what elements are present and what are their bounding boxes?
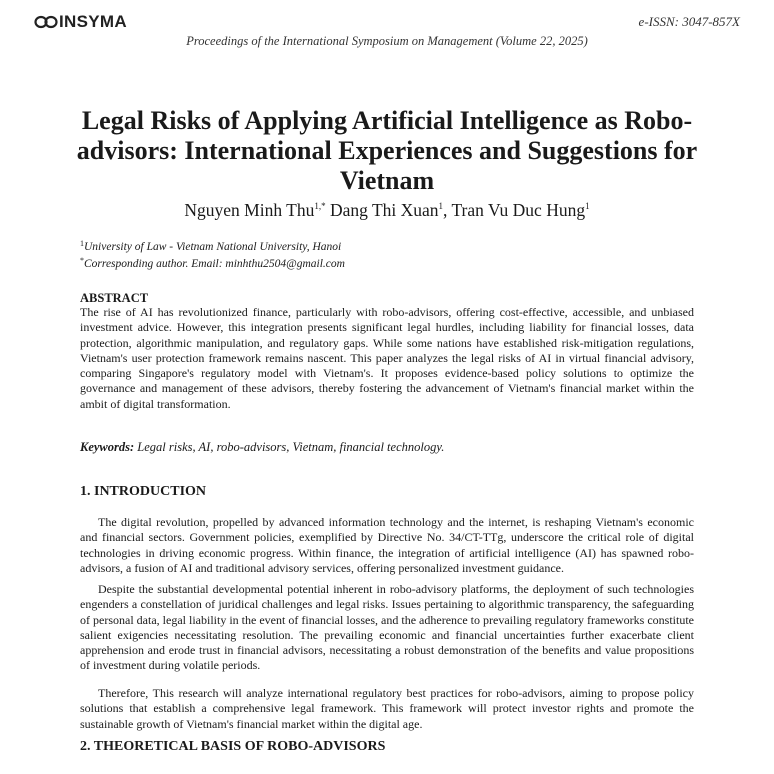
author-affiliation-mark: 1 (585, 201, 590, 211)
author-name: Dang Thi Xuan (329, 200, 439, 220)
author-affiliation-mark: 1 (438, 201, 444, 211)
keywords-label: Keywords: (80, 440, 135, 454)
abstract-heading: ABSTRACT (80, 291, 149, 305)
body-paragraph: Despite the substantial developmental potential inherent in robo-advisory platforms, the deployment of such technologies engenders a constellation of juridical challenges and legal risks. Issues pertaining to algorithmic transparency, the safeguarding of personal data, legal liability in the event of financial losses, and the adherence to prevailing regulatory frameworks constitute salient exigencies necessitating resolution. The prevailing economic and financial uncertainties further exacerbate client apprehension and erode trust in financial advisors, necessitating a robust demonstration of the benefits and value propositions of investment during volatile periods. (80, 582, 694, 673)
corresponding-author (80, 256, 345, 270)
author-list: Nguyen Minh Thu$^{1,*}$ Dang Thi Xuan$^1$, Tran Vu Duc Hung$^1$ (184, 200, 590, 220)
logo-text: INSYMA (59, 12, 127, 31)
body-paragraph: Therefore, This research will analyze international regulatory best practices for robo-advisors, aiming to propose policy solutions that establish a comprehensive legal framework. This framework will protect investor rights and promote the sustainable growth of Vietnam's financial market within the digital age. (80, 686, 694, 731)
abstract-body: The rise of AI has revolutionized finance, particularly with robo-advisors, offering cost-effective, accessible, and unbiased investment advice. However, this integration presents significant legal hurdles, including liability for financial losses, data protection, algorithmic manipulation, and regulatory gaps. While some nations have established risk-mitigation regulations, Vietnam's user protection framework remains nascent. This paper analyzes the legal risks of AI in virtual financial advisory, comparing Singapore's regulatory model with Vietnam's. It proposes evidence-based policy solutions to optimize the governance and management of these advisors, thereby fostering the advancement of Vietnam's financial market within the ambit of digital transformation. (80, 305, 694, 411)
body-paragraph: The digital revolution, propelled by advanced information technology and the internet, is reshaping Vietnam's economic and financial sectors. Government policies, exemplified by Directive No. 34/CT-TTg, underscore the critical role of digital technologies in driving economic progress. Within finance, the integration of artificial intelligence (AI) has spawned robo-advisors, a fusion of AI and traditional advisory services, offering personalized investment guidance. (80, 515, 694, 575)
author-name: Nguyen Minh Thu (184, 200, 315, 220)
author-name: Tran Vu Duc Hung (451, 200, 586, 220)
issn: e-ISSN: 3047-857X (638, 14, 740, 29)
section-heading-introduction: 1. INTRODUCTION (80, 484, 207, 499)
author-affiliation-mark: 1,* (314, 201, 326, 211)
affiliation (80, 239, 341, 253)
keywords-text: Legal risks, AI, robo-advisors, Vietnam, financial technology. (137, 440, 445, 454)
affiliation-text: University of Law - Vietnam National University, Hanoi (84, 241, 342, 253)
affiliation-mark: 1 (80, 239, 84, 248)
proceedings-line: Proceedings of the International Symposium on Management (Volume 22, 2025) (186, 34, 588, 48)
keywords (80, 440, 694, 455)
section-heading-theoretical-basis: 2. THEORETICAL BASIS OF ROBO-ADVISORS (80, 739, 386, 754)
paper-title: Legal Risks of Applying Artificial Intelligence as Robo-advisors: International Experiences and Suggestions for Vietnam (76, 106, 698, 195)
affiliation-mark: * (80, 256, 84, 265)
journal-logo (34, 12, 127, 32)
corresponding-author-text: Corresponding author. Email: minhthu2504@gmail.com (84, 258, 345, 270)
infinity-logo-icon (34, 14, 58, 30)
